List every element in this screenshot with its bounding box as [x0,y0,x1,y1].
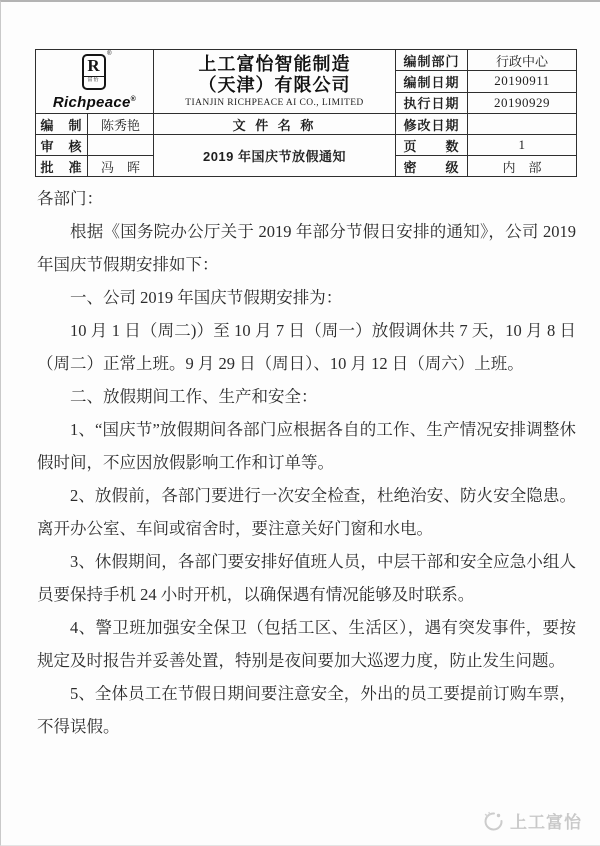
brand-text: Richpeace [52,94,131,111]
field-value-dept: 行政中心 [468,50,577,71]
body-paragraph: 10 月 1 日（周二)）至 10 月 7 日（周一）放假调休共 7 天，10 月 8 日（周二）正常上班。9 月 29 日（周日）、10 月 12 日（周六）上班。 [37,321,576,373]
field-label-reviewer: 审 核 [36,135,88,156]
field-value-author: 陈秀艳 [88,114,154,135]
company-name-cn-line1: 上工富怡智能制造 [198,53,351,74]
richpeace-logo [36,52,153,111]
watermark-logo-icon [481,809,505,833]
registered-trademark-icon: ® [107,51,112,57]
notice-body [37,182,576,743]
doc-name-label: 文 件 名 称 [154,114,396,135]
company-name-cell [154,50,396,114]
body-paragraph: 一、公司 2019 年国庆节假期安排为： [70,288,343,307]
field-label-modify-date: 修改日期 [396,114,468,135]
field-value-approver: 冯 晖 [88,156,154,177]
company-logo-cell [36,50,154,114]
brand-name [53,94,136,111]
field-label-secrecy: 密 级 [396,156,468,177]
field-value-exec-date: 20190929 [468,92,577,113]
field-label-exec-date: 执行日期 [396,92,468,113]
logo-r-letter: R [87,56,100,75]
watermark [481,808,582,833]
brand-registered-icon: ® [130,96,137,103]
document-title: 2019 年国庆节放假通知 [154,135,396,177]
body-paragraph: 4、警卫班加强安全保卫（包括工区、生活区），遇有突发事件，要按规定及时报告并妥善处置，特别是夜间要加大巡逻力度，防止发生问题。 [37,618,576,670]
field-value-pages: 1 [468,135,577,156]
watermark-text: 上工富怡 [510,813,582,832]
field-label-dept: 编制部门 [396,50,468,71]
body-paragraph: 根据《国务院办公厅关于 2019 年部分节假日安排的通知》，公司 2019 年国庆节假期安排如下： [37,222,576,274]
document-header-table [35,49,577,177]
field-value-secrecy: 内 部 [468,156,577,177]
field-label-pages: 页 数 [396,135,468,156]
field-value-create-date: 20190911 [468,71,577,92]
field-value-reviewer [88,135,154,156]
field-label-author: 编 制 [36,114,88,135]
body-paragraph: 3、休假期间，各部门要安排好值班人员，中层干部和安全应急小组人员要保持手机 24 小时开机，以确保遇有情况能够及时联系。 [37,552,576,604]
logo-sub-text: 富怡 [84,76,104,84]
company-name-en: TIANJIN RICHPEACE AI CO., LIMITED [185,97,364,108]
field-label-approver: 批 准 [36,156,88,177]
body-paragraph: 二、放假期间工作、生产和安全： [70,387,318,406]
company-name-cn-line2: （天津）有限公司 [198,74,351,95]
body-paragraph: 1、“国庆节”放假期间各部门应根据各自的工作、生产情况安排调整休假时间，不应因放假影响工作和订单等。 [37,420,576,472]
salutation: 各部门： [37,189,103,208]
body-paragraph: 5、全体员工在节假日期间要注意安全，外出的员工要提前订购车票，不得误假。 [37,684,576,736]
r-emblem-icon [82,51,112,92]
body-paragraph: 2、放假前，各部门要进行一次安全检查，杜绝治安、防火安全隐患。离开办公室、车间或宿舍时，要注意关好门窗和水电。 [37,486,576,538]
field-value-modify-date [468,114,577,135]
field-label-create-date: 编制日期 [396,71,468,92]
